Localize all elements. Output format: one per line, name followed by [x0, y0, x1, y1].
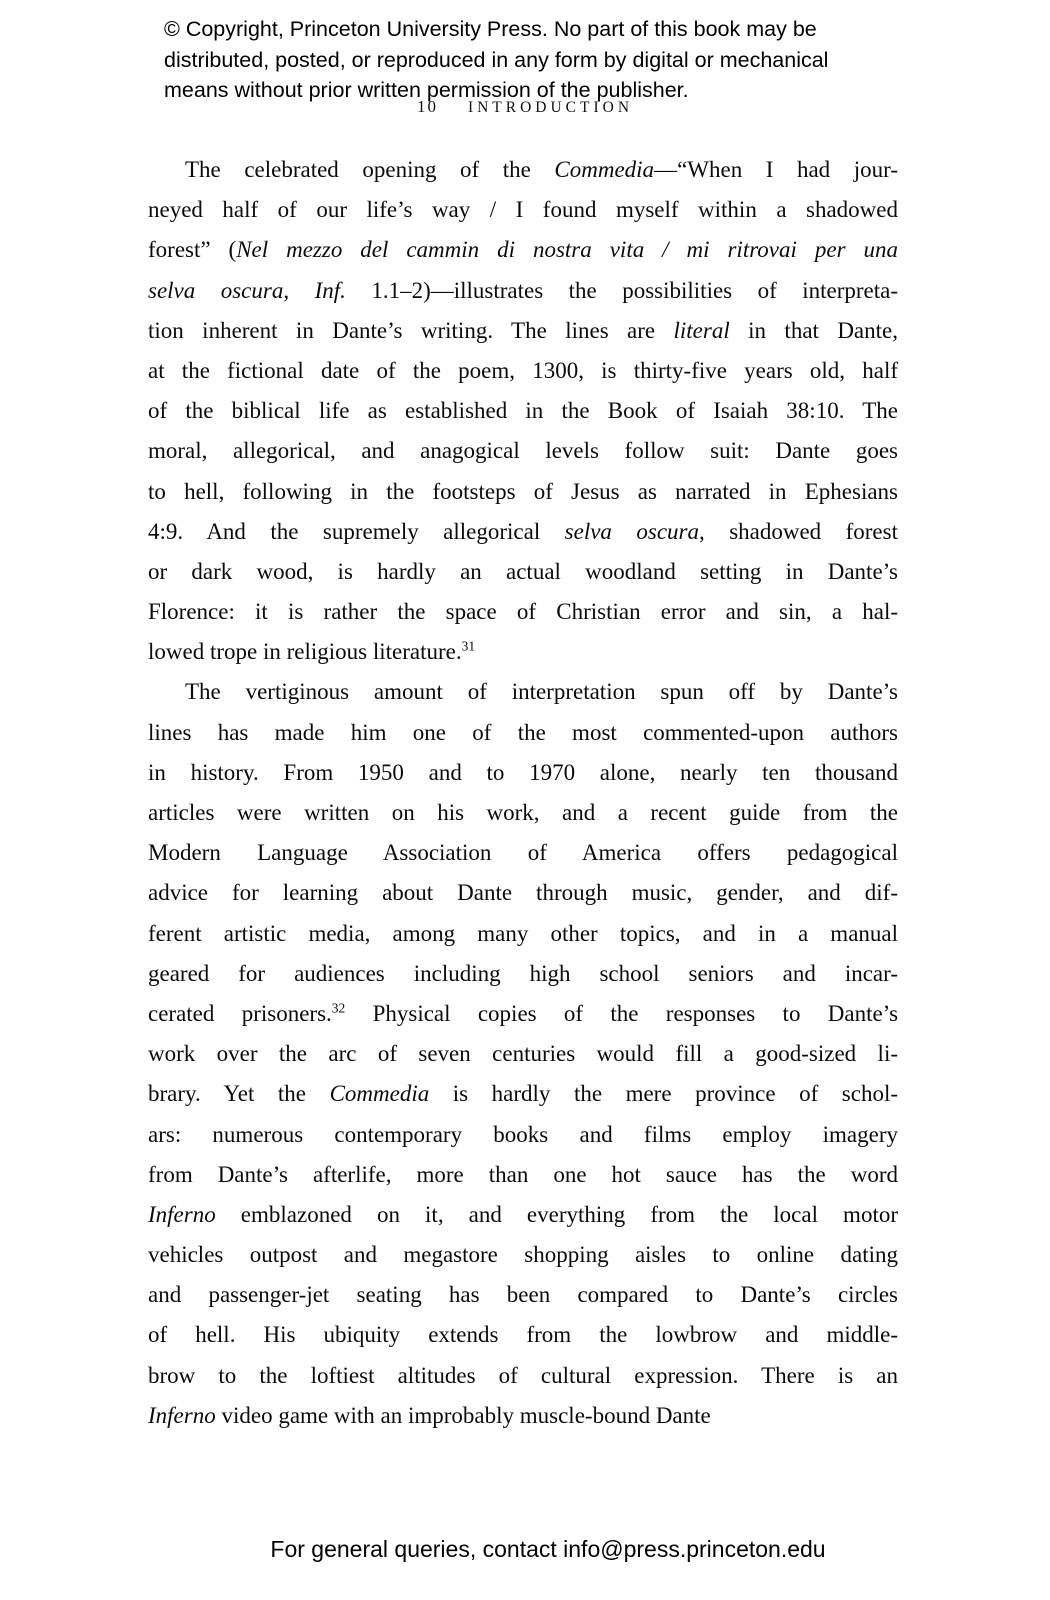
text-line: The celebrated opening of the Commedia—“When I had jour- [185, 157, 898, 182]
copyright-notice [164, 14, 924, 106]
text-line: of hell. His ubiquity extends from the lowbrow and middle- [148, 1322, 898, 1348]
text-line: and passenger-jet seating has been compared to Dante’s circles [148, 1282, 898, 1308]
text-line: lines has made him one of the most commented-upon authors [148, 719, 898, 745]
text-line: 4:9. And the supremely allegorical selva oscura, shadowed forest [148, 518, 898, 544]
text-line: cerated prisoners.$^{32}$ Physical copies of the responses to Dante’s [148, 1000, 899, 1026]
text-line: articles were written on his work, and a recent guide from the [148, 800, 898, 825]
text-line: Modern Language Association of America offers pedagogical [148, 840, 898, 866]
text-line: advice for learning about Dante through music, gender, and dif- [148, 880, 898, 906]
text-line: or dark wood, is hardly an actual woodland setting in Dante’s [148, 558, 898, 584]
copyright-line: © Copyright, Princeton University Press. No part of this book may be [164, 17, 817, 41]
text-line: in history. From 1950 and to 1970 alone, nearly ten thousand [148, 759, 898, 785]
text-line: neyed half of our life’s way / I found myself within a shadowed [148, 197, 898, 223]
text-line: Florence: it is rather the space of Christian error and sin, a hal- [148, 599, 898, 625]
text-line: moral, allegorical, and anagogical levels follow suit: Dante goes [148, 438, 898, 464]
paragraph [148, 150, 898, 672]
footer-query-line: For general queries, contact info@press.princeton.edu [270, 1536, 826, 1562]
text-line: forest” (Nel mezzo del cammin di nostra vita / mi ritrovai per una [148, 237, 898, 263]
copyright-line: means without prior written permission of the publisher. [164, 78, 689, 102]
text-line: Inferno emblazoned on it, and everything from the local motor [148, 1201, 898, 1227]
text-line: at the fictional date of the poem, 1300, is thirty-five years old, half [148, 357, 898, 383]
page-number: 10 [416, 97, 438, 116]
text-line: lowed trope in religious literature.$^{31}$ [148, 638, 476, 665]
copyright-line: distributed, posted, or reproduced in any form by digital or mechanical [164, 47, 829, 72]
running-head [0, 97, 1050, 117]
footnote-reference: 31 [461, 638, 476, 654]
text-line: brary. Yet the Commedia is hardly the mere province of schol- [148, 1081, 899, 1107]
text-line: ferent artistic media, among many other topics, and in a manual [148, 920, 898, 946]
text-line: brow to the loftiest altitudes of cultural expression. There is an [148, 1362, 898, 1388]
text-line: work over the arc of seven centuries would fill a good-sized li- [148, 1041, 898, 1067]
text-line: to hell, following in the footsteps of Jesus as narrated in Ephesians [148, 478, 898, 504]
text-line: geared for audiences including high school seniors and incar- [148, 960, 898, 986]
body-text [148, 150, 898, 1436]
text-line: tion inherent in Dante’s writing. The lines are literal in that Dante, [148, 317, 898, 343]
text-line: of the biblical life as established in the Book of Isaiah 38:10. The [148, 398, 898, 424]
text-line: The vertiginous amount of interpretation spun off by Dante’s [185, 679, 898, 705]
chapter-title: INTRODUCTION [467, 99, 634, 116]
text-line: from Dante’s afterlife, more than one hot sauce has the word [148, 1161, 898, 1187]
text-line: ars: numerous contemporary books and films employ imagery [148, 1121, 898, 1147]
text-line: selva oscura, Inf. 1.1–2)—illustrates the possibilities of interpreta- [148, 277, 898, 303]
text-line: Inferno video game with an improbably muscle-bound Dante [148, 1402, 711, 1428]
paragraph [148, 672, 898, 1436]
footnote-reference: 32 [331, 1000, 346, 1016]
text-line: vehicles outpost and megastore shopping aisles to online dating [148, 1242, 898, 1268]
